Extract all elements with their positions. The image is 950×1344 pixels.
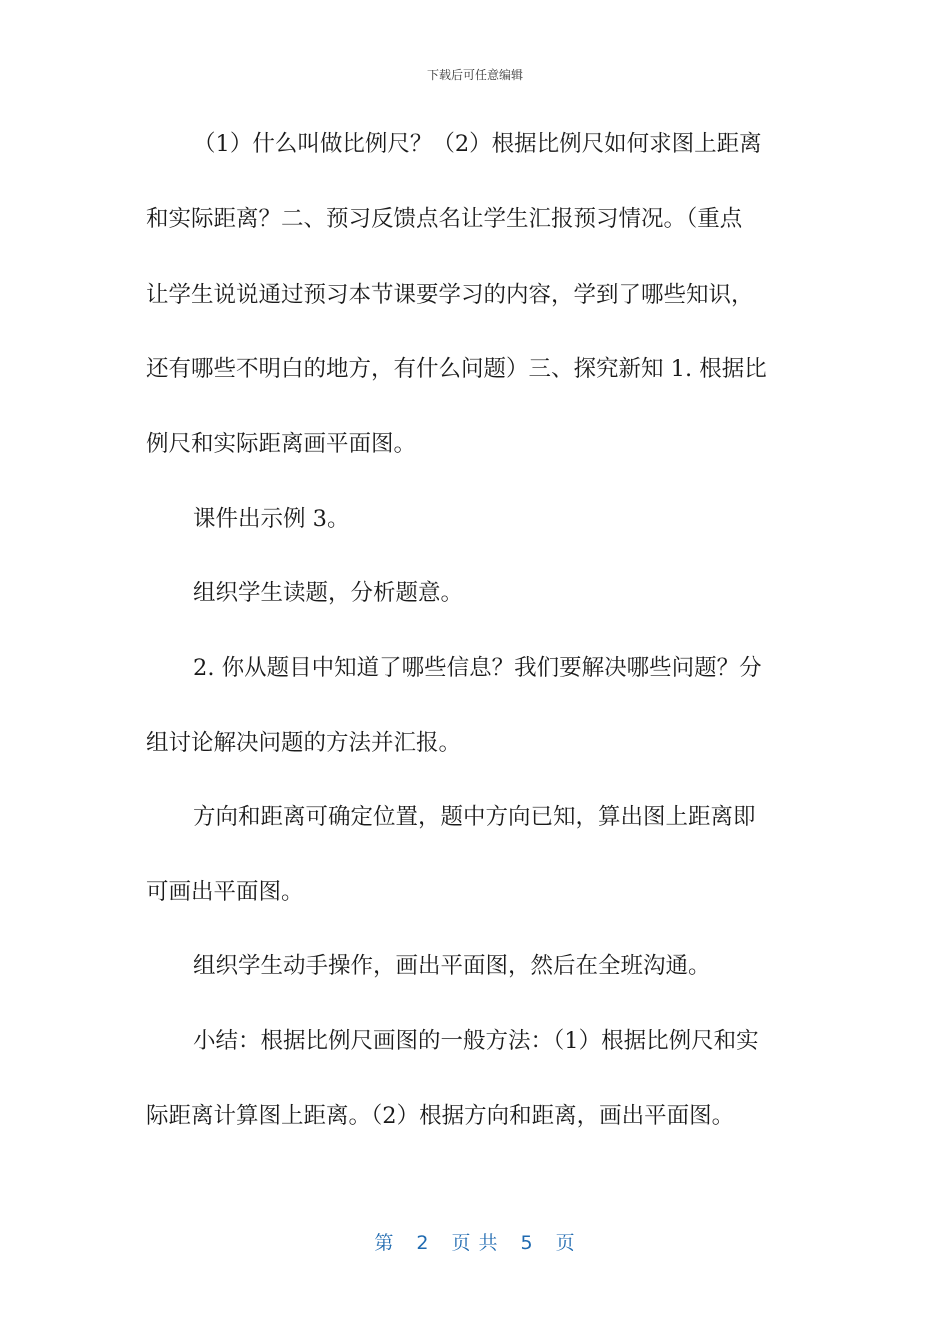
body-line: 2. 你从题目中知道了哪些信息？我们要解决哪些问题？分 bbox=[193, 655, 762, 681]
header-note: 下载后可任意编辑 bbox=[426, 68, 523, 82]
footer-total-pages: 5 bbox=[520, 1232, 534, 1254]
page-footer bbox=[0, 1228, 950, 1255]
body-line: 方向和距离可确定位置，题中方向已知，算出图上距离即 bbox=[193, 804, 756, 830]
footer-middle: 页 共 bbox=[451, 1232, 499, 1254]
body-line: 组讨论解决问题的方法并汇报。 bbox=[146, 730, 462, 756]
body-line: 课件出示例 3。 bbox=[193, 506, 350, 532]
body-line: 组织学生动手操作，画出平面图，然后在全班沟通。 bbox=[193, 953, 711, 979]
footer-page-number: 2 bbox=[416, 1232, 430, 1254]
body-line: 让学生说说通过预习本节课要学习的内容，学到了哪些知识， bbox=[146, 282, 754, 308]
footer-suffix: 页 bbox=[555, 1232, 576, 1254]
body-line: 组织学生读题，分析题意。 bbox=[193, 580, 464, 606]
body-line: 际距离计算图上距离。（2）根据方向和距离，画出平面图。 bbox=[146, 1103, 735, 1129]
body-line: 和实际距离？二、预习反馈点名让学生汇报预习情况。（重点 bbox=[146, 206, 743, 232]
body-line: 例尺和实际距离画平面图。 bbox=[146, 431, 417, 457]
body-line: 小结：根据比例尺画图的一般方法：（1）根据比例尺和实 bbox=[193, 1028, 759, 1054]
footer-prefix: 第 bbox=[374, 1232, 395, 1254]
body-line: （1）什么叫做比例尺？（2）根据比例尺如何求图上距离 bbox=[193, 131, 762, 157]
body-line: 可画出平面图。 bbox=[146, 879, 304, 905]
body-line: 还有哪些不明白的地方，有什么问题）三、探究新知 1. 根据比 bbox=[146, 356, 767, 382]
